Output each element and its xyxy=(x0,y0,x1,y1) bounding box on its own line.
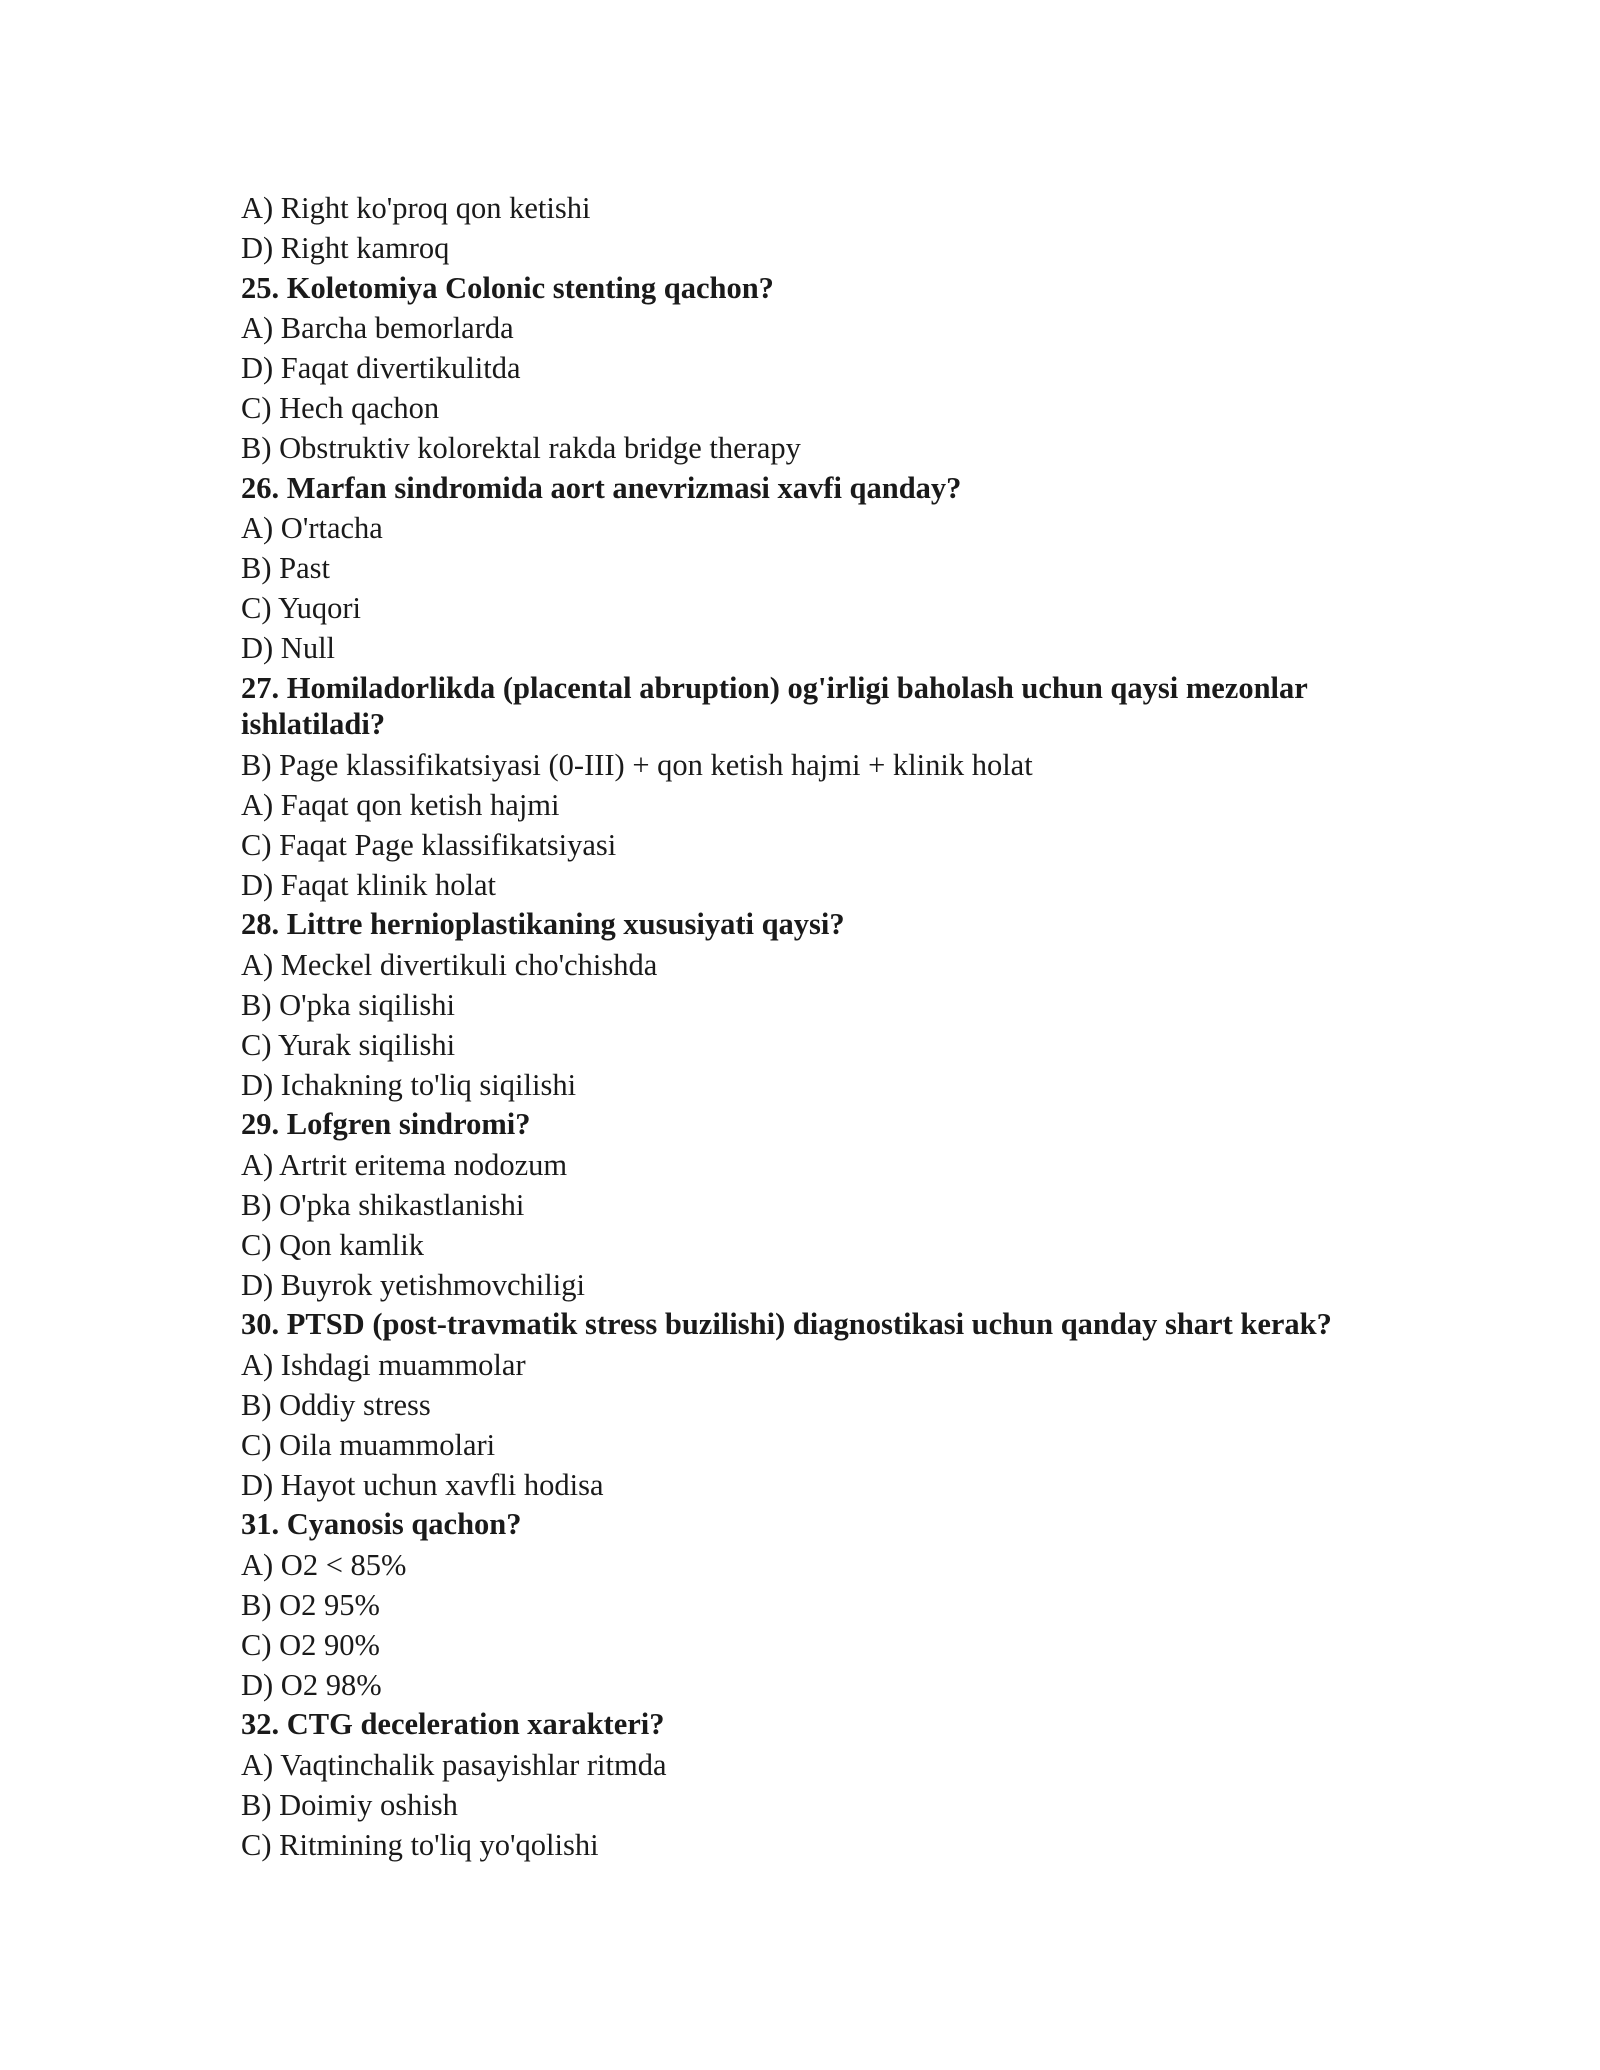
question-title: 29. Lofgren sindromi? xyxy=(241,1107,531,1142)
option-item: D) Right kamroq xyxy=(241,231,450,265)
question-title: 32. CTG deceleration xarakteri? xyxy=(241,1707,665,1742)
question-title: 30. PTSD (post-travmatik stress buzilishi) diagnostikasi uchun qanday shart kerak? xyxy=(241,1307,1332,1342)
option-item: A) Vaqtinchalik pasayishlar ritmda xyxy=(241,1747,667,1782)
question-25 xyxy=(241,268,1391,468)
option-item: D) Hayot uchun xavfli hodisa xyxy=(241,1467,604,1502)
document-content xyxy=(241,188,1391,1865)
question-27 xyxy=(241,668,1391,905)
option-item: B) O'pka shikastlanishi xyxy=(241,1187,525,1222)
option-item: B) Doimiy oshish xyxy=(241,1787,458,1822)
option-item: D) Ichakning to'liq siqilishi xyxy=(241,1067,577,1102)
option-item: C) Ritmining to'liq yo'qolishi xyxy=(241,1827,599,1862)
option-item: B) Oddiy stress xyxy=(241,1387,431,1422)
question-29 xyxy=(241,1105,1391,1305)
leading-options xyxy=(241,188,1391,268)
question-28 xyxy=(241,905,1391,1105)
option-item: C) Qon kamlik xyxy=(241,1227,424,1262)
option-item: B) O'pka siqilishi xyxy=(241,987,455,1022)
option-item: C) Oila muammolari xyxy=(241,1427,496,1462)
option-item: A) Barcha bemorlarda xyxy=(241,311,514,345)
option-item: A) O2 < 85% xyxy=(241,1547,407,1582)
option-item: D) Faqat divertikulitda xyxy=(241,351,521,385)
option-item: C) Faqat Page klassifikatsiyasi xyxy=(241,827,617,862)
option-item: A) Meckel divertikuli cho'chishda xyxy=(241,947,658,982)
question-title: 26. Marfan sindromida aort anevrizmasi xavfi qanday? xyxy=(241,470,962,505)
option-item: A) O'rtacha xyxy=(241,511,383,545)
question-31 xyxy=(241,1505,1391,1705)
option-item: C) Yuqori xyxy=(241,591,362,625)
question-title: 27. Homiladorlikda (placental abruption) og'irligi baholash uchun qaysi mezonlar ishlatiladi? xyxy=(241,670,1308,742)
option-item: D) Faqat klinik holat xyxy=(241,867,496,902)
option-item: A) Artrit eritema nodozum xyxy=(241,1147,568,1182)
option-item: C) Hech qachon xyxy=(241,391,440,425)
question-title: 25. Koletomiya Colonic stenting qachon? xyxy=(241,270,774,305)
option-item: C) O2 90% xyxy=(241,1627,380,1662)
option-item: D) Buyrok yetishmovchiligi xyxy=(241,1267,585,1302)
option-item: A) Right ko'proq qon ketishi xyxy=(241,191,591,225)
option-item: D) O2 98% xyxy=(241,1667,382,1702)
option-item: A) Faqat qon ketish hajmi xyxy=(241,787,560,822)
question-26 xyxy=(241,468,1391,668)
option-item: D) Null xyxy=(241,631,336,665)
option-item: B) O2 95% xyxy=(241,1587,380,1622)
option-item: C) Yurak siqilishi xyxy=(241,1027,456,1062)
option-item: B) Obstruktiv kolorektal rakda bridge therapy xyxy=(241,431,801,465)
option-item: B) Page klassifikatsiyasi (0-III) + qon ketish hajmi + klinik holat xyxy=(241,747,1033,782)
question-title: 31. Cyanosis qachon? xyxy=(241,1507,522,1542)
option-item: A) Ishdagi muammolar xyxy=(241,1347,526,1382)
option-item: B) Past xyxy=(241,551,330,585)
question-title: 28. Littre hernioplastikaning xususiyati qaysi? xyxy=(241,907,845,942)
question-30 xyxy=(241,1305,1391,1505)
question-32 xyxy=(241,1705,1391,1865)
